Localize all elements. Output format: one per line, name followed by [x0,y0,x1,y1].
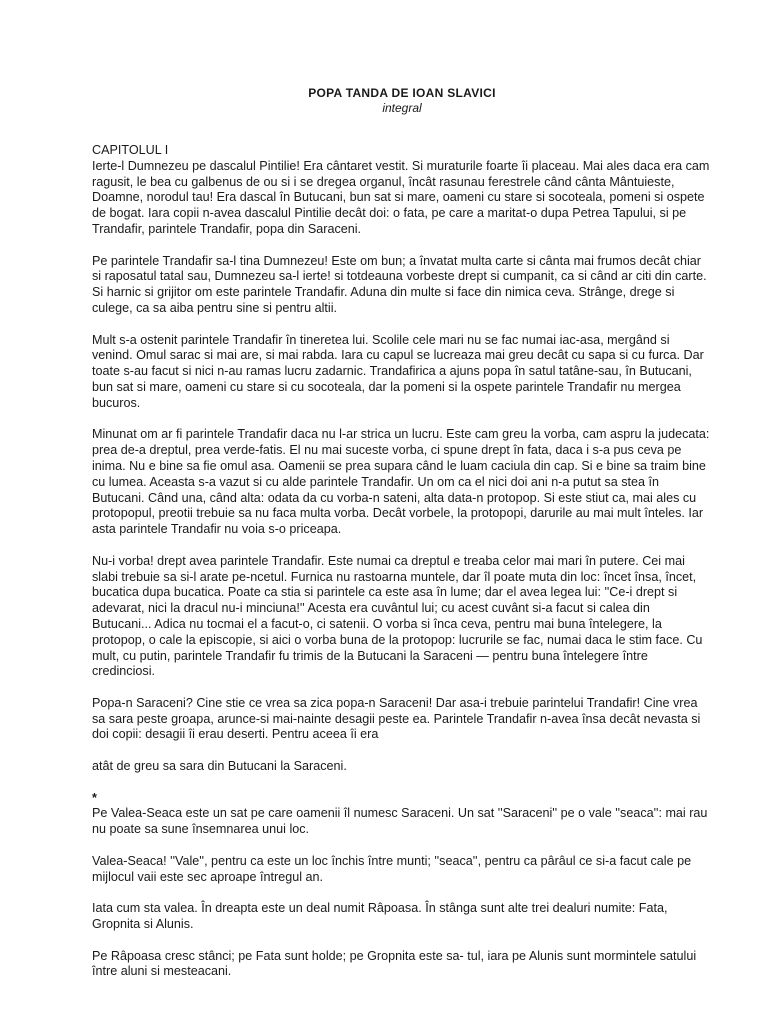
chapter-heading: CAPITOLUL I [92,143,169,157]
paragraph: Nu-i vorba! drept avea parintele Trandafir. Este numai ca dreptul e treaba celor mai mari în putere. Cei mai slabi trebuie sa si-l arate pe-ncetul. Furnica nu rastoarna muntele, dar îl poate muta din loc: încet însa, încet, bucatica dupa bucatica. Poate ca stia si parintele ca este asa în lume; dar el avea legea lui: ''Ce-i drept si adevarat, nici la dracul nu-i minciuna!'' Acesta era cuvântul lui; cu acest cuvânt si-a facut si calea din Butucani... Adica nu tocmai el a facut-o, ci satenii. O vorba si înca ceva, pentru mai buna întelegere, la protopop, o cale la episcopie, si aici o vorba buna de la protopop: lucrurile se fac, numai daca le stim face. Cu mult, cu putin, parintele Trandafir fu trimis de la Butucani la Saraceni — pentru buna întelegere între credinciosi. [92,553,703,679]
section-separator: * [92,790,97,805]
paragraph: Pe parintele Trandafir sa-l tina Dumnezeu! Este om bun; a învatat multa carte si cânta mai frumos decât chiar si raposatul tatal sau, Dumnezeu sa-l ierte! si totdeauna vorbeste drept si cumpanit, ca si când ar citi din carte. Si harnic si grijitor om este parintele Trandafir. Aduna din multe si face din nimica ceva. Strânge, drege si culege, ca sa aiba pentru sine si pentru altii. [92,253,707,315]
paragraph: Mult s-a ostenit parintele Trandafir în tineretea lui. Scolile cele mari nu se fac numai iac-asa, mergând si venind. Omul sarac si mai are, si mai rabda. Iara cu capul se lucreaza mai greu decât cu sapa si cu furca. Dar toate s-au facut si nici n-au ramas lucru zadarnic. Trandafirica a ajuns popa în satul tatâne-sau, în Butucani, bun sat si mare, oameni cu stare si cu socoteala, dar la pomeni si la ospete parintele Trandafir nu mergea bucuros. [92,332,704,410]
paragraph: atât de greu sa sara din Butucani la Saraceni. [92,759,347,774]
paragraph: Iata cum sta valea. În dreapta este un deal numit Râpoasa. În stânga sunt alte trei dealuri numite: Fata, Gropnita si Alunis. [92,901,668,932]
paragraph: Pe Râpoasa cresc stânci; pe Fata sunt holde; pe Gropnita este sa- tul, iara pe Alunis sunt mormintele satului între aluni si mesteacani. [92,948,697,979]
paragraph: Valea-Seaca! ''Vale'', pentru ca este un loc închis între munti; ''seaca'', pentru ca pârâul ce si-a facut cale pe mijlocul vaii este sec aproape întregul an. [92,853,692,884]
document-subtitle: integral [382,101,422,115]
document-page [92,86,712,996]
document-title: POPA TANDA DE IOAN SLAVICI [308,86,496,100]
paragraph: Ierte-l Dumnezeu pe dascalul Pintilie! Era cântaret vestit. Si muraturile foarte îi placeau. Mai ales daca era cam ragusit, le bea cu galbenus de ou si i se dregea organul, încât rasunau ferestrele când cânta Mântuieste, Doamne, norodul tau! Era dascal în Butucani, bun sat si mare, oameni cu stare si socoteala, pomeni si ospete de bogat. Iara copii n-avea dascalul Pintilie decât doi: o fata, pe care a maritat-o dupa Petrea Tapului, si pe Trandafir, parintele Trandafir, popa din Saraceni. [92,158,710,236]
paragraph: Popa-n Saraceni? Cine stie ce vrea sa zica popa-n Saraceni! Dar asa-i trebuie parintelui Trandafir! Cine vrea sa sara peste groapa, arunce-si mai-nainte desagii peste ea. Parintele Trandafir n-avea însa decât nevasta si doi copii: desagii îi erau deserti. Pentru aceea îi era [92,695,701,742]
paragraph: Pe Valea-Seaca este un sat pe care oamenii îl numesc Saraceni. Un sat ''Saraceni'' pe o vale ''seaca'': mai rau nu poate sa sune însemnarea unui loc. [92,806,708,837]
paragraph: Minunat om ar fi parintele Trandafir daca nu l-ar strica un lucru. Este cam greu la vorba, cam aspru la judecata: prea de-a dreptul, prea verde-fatis. El nu mai suceste vorba, ci spune drept în fata, daca i s-a pus ceva pe inima. Nu e bine sa fie omul asa. Oamenii se prea supara când le luam caciula din cap. Si e bine sa traim bine cu lumea. Aceasta s-a vazut si cu alde parintele Trandafir. Un om ca el nici doi ani n-a putut sa stea în Butucani. Când una, când alta: odata da cu vorba-n sateni, alta data-n protopop. Si este stiut ca, mai ales cu protopopul, preotii trebuie sa nu faca multa vorba. Decât vorbele, la protopopi, darurile au mai mult înteles. Iar asta parintele Trandafir nu voia s-o priceapa. [92,427,710,537]
